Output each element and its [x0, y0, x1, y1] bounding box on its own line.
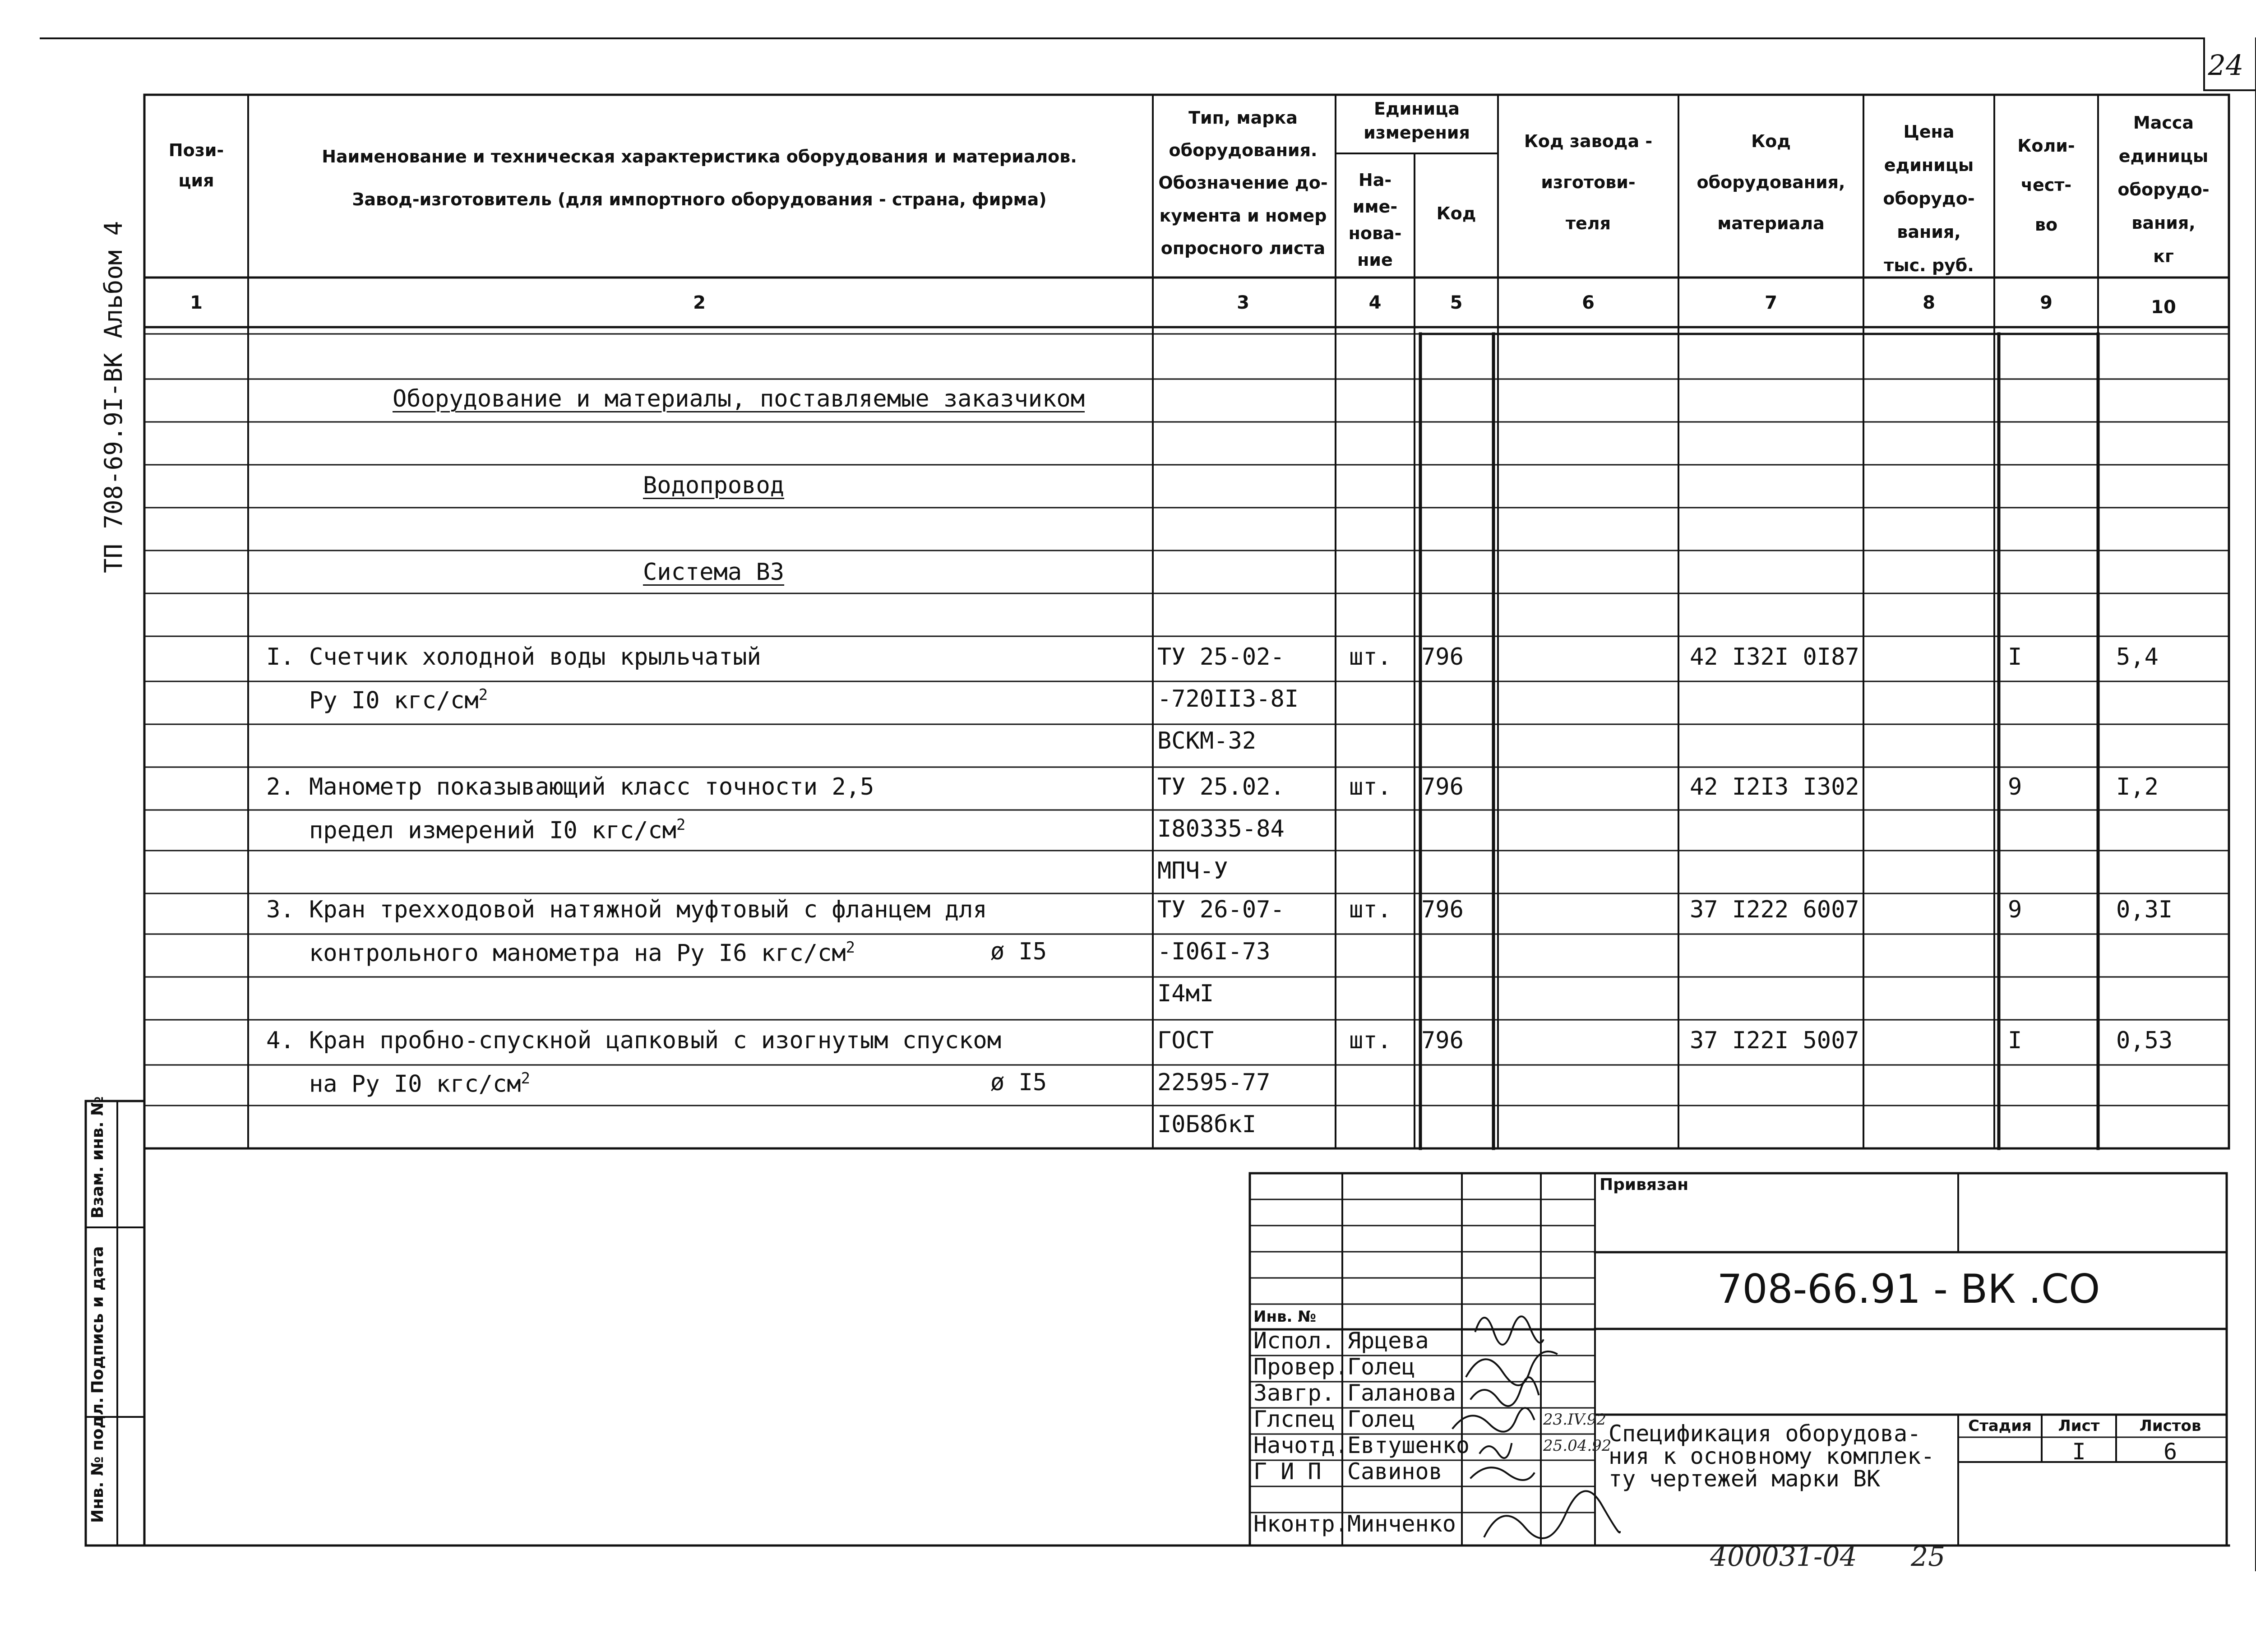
signature-role: Г И П	[1253, 1458, 1322, 1485]
format-number: 25	[1911, 1541, 1946, 1573]
stamp-label-replaced-inv: Взам. инв. №	[88, 1096, 107, 1219]
item-name-line1: Счетчик холодной воды крыльчатый	[309, 643, 761, 671]
item-number: I.	[266, 643, 295, 671]
stamp-label-original-inv: Инв. № подл.	[88, 1397, 107, 1523]
signature-role: Провер.	[1253, 1354, 1349, 1380]
item-name-line2	[309, 1071, 530, 1096]
item-name-superscript: 2	[846, 939, 855, 956]
signature-name: Голец	[1347, 1354, 1415, 1380]
item-equipment-code: 37 I22I 5007	[1690, 1027, 1859, 1054]
item-type-line2: 22595-77	[1157, 1069, 1271, 1096]
item-unit-code: 796	[1421, 1027, 1464, 1054]
bound-label: Привязан	[1600, 1175, 1689, 1194]
header-quantity: Коли- чест- во	[2017, 136, 2075, 235]
item-type-line2: I80335-84	[1157, 815, 1285, 842]
column-number-1: 1	[190, 292, 203, 313]
item-quantity: 9	[2008, 896, 2022, 923]
item-type-line1: ГОСТ	[1157, 1027, 1214, 1054]
item-type-line1: ТУ 26-07-	[1157, 896, 1285, 923]
header-type: Тип, марка оборудования. Обозначение до- кумента и номер опросного листа	[1158, 108, 1328, 258]
section-title-water-supply: Водопровод	[643, 472, 785, 499]
item-number: 2.	[266, 773, 295, 801]
inventory-label: Инв. №	[1253, 1308, 1317, 1326]
item-type-line3: ВСКМ-32	[1157, 727, 1257, 754]
item-name-line2	[309, 817, 685, 842]
item-name-text: предел измерений I0 кгс/см	[309, 817, 676, 844]
header-unit-code: Код	[1436, 204, 1476, 223]
signature-role: Начотд.	[1253, 1432, 1349, 1458]
document-code: 708-66.91 - ВК .СО	[1717, 1266, 2100, 1312]
item-name-line2	[309, 687, 488, 712]
signature-name: Минченко	[1347, 1511, 1456, 1537]
item-type-line1: ТУ 25-02-	[1157, 643, 1285, 671]
item-name-line2	[309, 940, 855, 965]
item-mass: 0,53	[2116, 1027, 2173, 1054]
item-quantity: 9	[2008, 773, 2022, 801]
column-number-10: 10	[2151, 297, 2176, 318]
item-name-text: Ру I0 кгс/см	[309, 687, 479, 714]
column-number-8: 8	[1923, 292, 1935, 313]
signature-role: Нконтр.	[1253, 1511, 1349, 1537]
sheet-value: I	[2072, 1439, 2086, 1465]
item-unit: шт.	[1349, 896, 1392, 923]
column-number-6: 6	[1582, 292, 1595, 313]
item-type-line2: -720II3-8I	[1157, 685, 1299, 713]
item-unit-code: 796	[1421, 773, 1464, 801]
stage-label: Стадия	[1968, 1417, 2032, 1435]
column-number-9: 9	[2040, 292, 2053, 313]
sheets-label: Листов	[2139, 1417, 2201, 1435]
album-label: ТП 708-69.9I-ВК Альбом 4	[99, 221, 128, 573]
stamp-label-signature-date: Подпись и дата	[88, 1246, 107, 1394]
header-name: Наименование и техническая характеристика оборудования и материалов. Завод-изготовитель (для импортного оборудования - страна, фирма)	[322, 147, 1077, 209]
item-number: 4.	[266, 1027, 295, 1054]
header-equipment-code: Код оборудования, материала	[1697, 131, 1845, 234]
archive-number: 400031-04	[1710, 1541, 1857, 1573]
item-name-line1: Кран трехходовой натяжной муфтовый с фланцем для	[309, 896, 987, 923]
item-quantity: I	[2008, 1027, 2022, 1054]
document-description: Спецификация оборудова- ния к основному комплек- ту чертежей марки ВК	[1609, 1421, 1935, 1492]
item-unit-code: 796	[1421, 643, 1464, 671]
item-name-text: на Ру I0 кгс/см	[309, 1070, 521, 1098]
item-equipment-code: 42 I2I3 I302	[1690, 773, 1859, 801]
header-price: Цена единицы оборудо- вания, тыс. руб.	[1883, 122, 1975, 276]
item-unit: шт.	[1349, 773, 1392, 801]
column-number-2: 2	[693, 292, 706, 313]
signature-name: Голец	[1347, 1406, 1415, 1432]
item-name-line1: Манометр показывающий класс точности 2,5	[309, 773, 874, 801]
item-equipment-code: 37 I222 6007	[1690, 896, 1859, 923]
header-mass: Масса единицы оборудо- вания, кг	[2117, 113, 2210, 267]
item-unit: шт.	[1349, 643, 1392, 671]
sheets-value: 6	[2163, 1439, 2177, 1465]
page-number: 24	[2208, 49, 2244, 82]
section-title-system: Система В3	[643, 559, 785, 586]
header-unit-name: На- име- нова- ние	[1348, 170, 1402, 270]
signature-name: Савинов	[1347, 1458, 1442, 1485]
signature-name: Ярцева	[1347, 1328, 1429, 1354]
item-type-line3: I0Б8бкI	[1157, 1111, 1257, 1138]
item-number: 3.	[266, 896, 295, 923]
item-diameter: ø I5	[990, 1069, 1047, 1096]
section-title-customer-supplied: Оборудование и материалы, поставляемые заказчиком	[393, 385, 1085, 412]
item-name-superscript: 2	[521, 1069, 530, 1087]
item-unit-code: 796	[1421, 896, 1464, 923]
column-number-5: 5	[1450, 292, 1463, 313]
item-name-text: контрольного манометра на Ру I6 кгс/см	[309, 939, 846, 967]
signature-date: 25.04.92	[1543, 1437, 1612, 1455]
item-diameter: ø I5	[990, 938, 1047, 965]
item-name-superscript: 2	[676, 816, 686, 833]
column-number-4: 4	[1368, 292, 1382, 313]
item-type-line1: ТУ 25.02.	[1157, 773, 1285, 801]
header-factory-code: Код завода - изготови- теля	[1524, 131, 1653, 234]
sheet-label: Лист	[2058, 1417, 2100, 1435]
signature-name: Евтушенко	[1347, 1432, 1470, 1458]
signature-date: 23.IV.92	[1543, 1411, 1607, 1429]
item-equipment-code: 42 I32I 0I87	[1690, 643, 1859, 671]
column-number-3: 3	[1237, 292, 1249, 313]
item-name-line1: Кран пробно-спускной цапковый с изогнутым спуском	[309, 1027, 1002, 1054]
item-type-line2: -I06I-73	[1157, 938, 1271, 965]
item-mass: 0,3I	[2116, 896, 2173, 923]
header-position: Пози- ция	[168, 140, 224, 190]
item-unit: шт.	[1349, 1027, 1392, 1054]
item-name-superscript: 2	[478, 686, 488, 703]
header-unit-group: Единица измерения	[1364, 99, 1470, 143]
signature-role: Глспец	[1253, 1406, 1335, 1432]
item-type-line3: I4мI	[1157, 980, 1214, 1007]
item-type-line3: МПЧ-У	[1157, 857, 1228, 884]
item-mass: 5,4	[2116, 643, 2159, 671]
signature-role: Завгр.	[1253, 1380, 1335, 1406]
signature-role: Испол.	[1253, 1328, 1335, 1354]
item-mass: I,2	[2116, 773, 2159, 801]
column-number-7: 7	[1765, 292, 1777, 313]
item-quantity: I	[2008, 643, 2022, 671]
signature-name: Галанова	[1347, 1380, 1456, 1406]
